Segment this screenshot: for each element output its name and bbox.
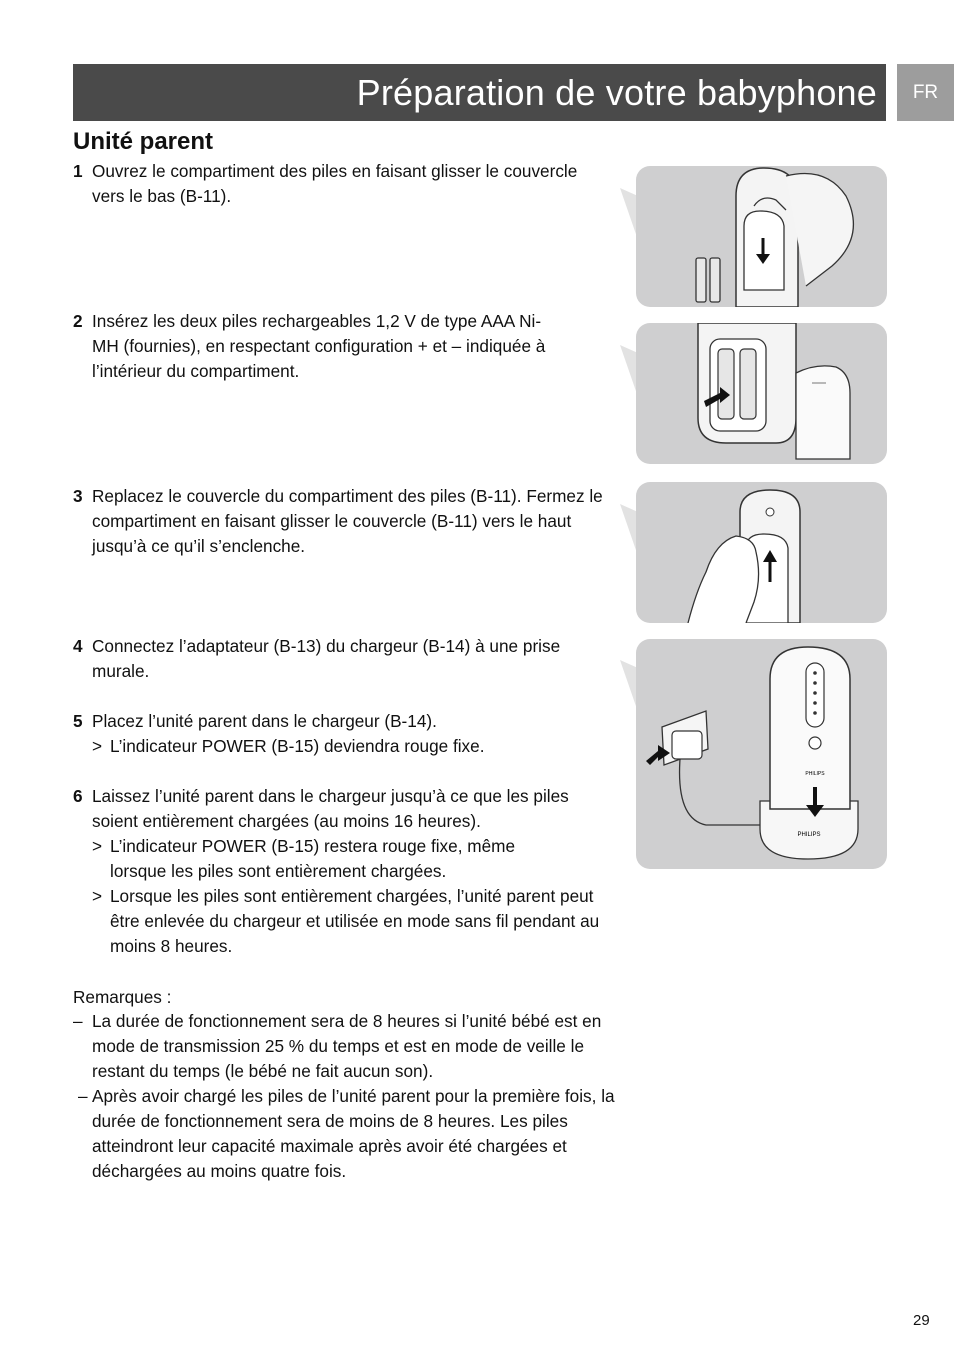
close-cover-drawing bbox=[636, 482, 887, 623]
remark-dash: – bbox=[78, 1086, 88, 1106]
page-title: Préparation de votre babyphone bbox=[356, 72, 877, 113]
step-5-result-1 bbox=[92, 734, 612, 759]
step-6 bbox=[73, 784, 613, 834]
result-marker: > bbox=[92, 736, 103, 756]
insert-batteries-drawing bbox=[636, 323, 887, 464]
result-marker: > bbox=[92, 886, 103, 906]
remark-item bbox=[73, 1009, 618, 1084]
step-2 bbox=[73, 309, 613, 384]
device-brand: PHILIPS bbox=[805, 771, 825, 777]
title-bar bbox=[73, 64, 886, 121]
language-tab: FR bbox=[897, 64, 954, 121]
section-title: Unité parent bbox=[73, 128, 214, 155]
step-number: 5 bbox=[73, 711, 83, 731]
step-text: Insérez les deux piles rechargeables 1,2 V de type AAA Ni-MH (fournies), en respectant configuration + et – indiquée à l’intérieur du compartiment. bbox=[92, 311, 546, 381]
step-4 bbox=[73, 634, 613, 684]
step-6-result-2 bbox=[92, 884, 612, 959]
page-number: 29 bbox=[913, 1312, 930, 1329]
step-text: Placez l’unité parent dans le chargeur (B-14). bbox=[92, 711, 437, 731]
remark-item bbox=[73, 1084, 618, 1184]
remarks-label: Remarques : bbox=[73, 987, 172, 1007]
illustration-close-cover bbox=[636, 482, 887, 623]
result-text: L’indicateur POWER (B-15) restera rouge fixe, même lorsque les piles sont entièrement chargées. bbox=[110, 836, 516, 881]
step-text: Ouvrez le compartiment des piles en faisant glisser le couvercle vers le bas (B-11). bbox=[92, 161, 578, 206]
step-3 bbox=[73, 484, 613, 559]
illustration-open-cover bbox=[636, 166, 887, 307]
open-cover-drawing bbox=[636, 166, 887, 307]
step-number: 2 bbox=[73, 311, 83, 331]
step-number: 1 bbox=[73, 161, 83, 181]
step-1 bbox=[73, 159, 613, 209]
result-text: Lorsque les piles sont entièrement chargées, l’unité parent peut être enlevée du chargeur et utilisée en mode sans fil pendant au moins 8 heures. bbox=[110, 886, 600, 956]
remark-dash: – bbox=[73, 1011, 83, 1031]
step-number: 4 bbox=[73, 636, 83, 656]
illustration-charger bbox=[636, 639, 887, 869]
illustration-insert-batteries bbox=[636, 323, 887, 464]
step-6-result-1 bbox=[92, 834, 612, 884]
step-number: 6 bbox=[73, 786, 83, 806]
result-text: L’indicateur POWER (B-15) deviendra rouge fixe. bbox=[110, 736, 485, 756]
step-text: Replacez le couvercle du compartiment des piles (B-11). Fermez le compartiment en faisant glisser le couvercle (B-11) vers le haut jusqu’à ce qu’il s’enclenche. bbox=[92, 486, 603, 556]
step-text: Laissez l’unité parent dans le chargeur jusqu’à ce que les piles soient entièrement chargées (au moins 16 heures). bbox=[92, 786, 569, 831]
result-marker: > bbox=[92, 836, 103, 856]
step-number: 3 bbox=[73, 486, 83, 506]
step-text: Connectez l’adaptateur (B-13) du chargeur (B-14) à une prise murale. bbox=[92, 636, 561, 681]
charger-drawing bbox=[636, 639, 887, 869]
step-5 bbox=[73, 709, 613, 734]
charger-brand: PHILIPS bbox=[797, 832, 821, 838]
remark-text: La durée de fonctionnement sera de 8 heures si l’unité bébé est en mode de transmission 25 % du temps et est en mode de veille le restant du temps (le bébé ne fait aucun son). bbox=[92, 1011, 602, 1081]
remark-text: Après avoir chargé les piles de l’unité parent pour la première fois, la durée de fonctionnement sera de moins de 8 heures. Les piles atteindront leur capacité maximale après avoir été chargées et déchargées au moins quatre fois. bbox=[92, 1086, 615, 1181]
